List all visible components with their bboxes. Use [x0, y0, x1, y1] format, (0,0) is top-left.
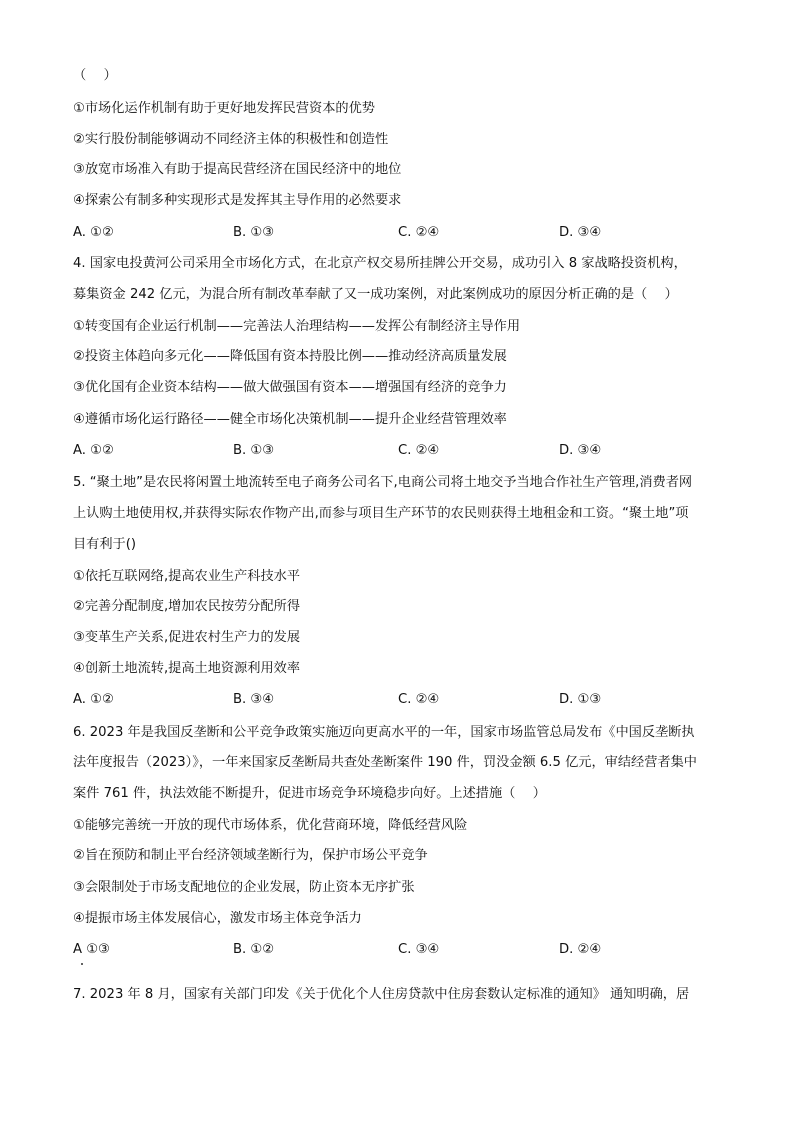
q5-item-2: ②完善分配制度,增加农民按劳分配所得 [73, 599, 301, 614]
q4-option-a[interactable]: A. ①② [73, 443, 114, 458]
q4-item-2: ②投资主体趋向多元化——降低国有资本持股比例——推动经济高质量发展 [73, 349, 507, 364]
q4-item-3: ③优化国有企业资本结构——做大做强国有资本——增强国有经济的竞争力 [73, 380, 507, 395]
q6-item-4: ④提振市场主体发展信心，激发市场主体竞争活力 [73, 911, 362, 926]
q6-options [73, 941, 733, 959]
q5-stem-line-3: 目有利于() [73, 537, 137, 552]
q5-item-3: ③变革生产关系,促进农村生产力的发展 [73, 630, 301, 645]
q5-option-c[interactable]: C. ②④ [398, 692, 440, 707]
q5-option-d[interactable]: D. ①③ [559, 692, 602, 707]
q6-option-a[interactable]: A ①③ [73, 942, 110, 957]
q3-option-b[interactable]: B. ①③ [233, 225, 275, 240]
q5-stem-line-1: 5. “聚土地”是农民将闲置土地流转至电子商务公司名下,电商公司将土地交予当地合作社生产管理,消费者网 [73, 475, 693, 490]
q4-options [73, 442, 733, 460]
q4-option-d[interactable]: D. ③④ [559, 443, 602, 458]
q3-item-2: ②实行股份制能够调动不同经济主体的积极性和创造性 [73, 132, 389, 147]
q6-item-2: ②旨在预防和制止平台经济领域垄断行为，保护市场公平竞争 [73, 848, 428, 863]
q3-option-d[interactable]: D. ③④ [559, 225, 602, 240]
q3-option-c[interactable]: C. ②④ [398, 225, 440, 240]
q6-option-b[interactable]: B. ①② [233, 942, 275, 957]
q6-item-3: ③会限制处于市场支配地位的企业发展，防止资本无序扩张 [73, 880, 415, 895]
q5-option-a[interactable]: A. ①② [73, 692, 114, 707]
q6-item-1: ①能够完善统一开放的现代市场体系，优化营商环境，降低经营风险 [73, 818, 468, 833]
q5-options [73, 691, 733, 709]
q6-stem-line-2: 法年度报告（2023）》，一年来国家反垄断局共查处垄断案件 190 件，罚没金额 6.5 亿元，审结经营者集中 [73, 755, 697, 770]
q4-option-c[interactable]: C. ②④ [398, 443, 440, 458]
q3-item-4: ④探索公有制多种实现形式是发挥其主导作用的必然要求 [73, 193, 402, 208]
q5-item-4: ④创新土地流转,提高土地资源利用效率 [73, 661, 301, 676]
q4-stem-line-1: 4. 国家电投黄河公司采用全市场化方式，在北京产权交易所挂牌公开交易，成功引入 8 家战略投资机构， [73, 256, 687, 271]
q5-stem-line-2: 上认购土地使用权,并获得实际农作物产出,而参与项目生产环节的农民则获得土地租金和工资。“聚土地”项 [73, 506, 689, 521]
q4-option-b[interactable]: B. ①③ [233, 443, 275, 458]
q4-item-4: ④遵循市场化运行路径——健全市场化决策机制——提升企业经营管理效率 [73, 412, 507, 427]
q6-option-c[interactable]: C. ③④ [398, 942, 440, 957]
q5-option-b[interactable]: B. ③④ [233, 692, 275, 707]
q3-options [73, 224, 733, 242]
q6-stem-line-3: 案件 761 件，执法效能不断提升，促进市场竞争环境稳步向好。上述措施（ ） [73, 786, 546, 801]
q6-stem-line-1: 6. 2023 年是我国反垄断和公平竞争政策实施迈向更高水平的一年，国家市场监管总局发布《中国反垄断执 [73, 725, 695, 740]
q3-item-3: ③放宽市场准入有助于提高民营经济在国民经济中的地位 [73, 162, 402, 177]
stray-dot-mark [81, 963, 83, 965]
q3-option-a[interactable]: A. ①② [73, 225, 114, 240]
q4-stem-line-2: 募集资金 242 亿元，为混合所有制改革奉献了又一成功案例，对此案例成功的原因分析正确的是（ ） [73, 287, 678, 302]
q5-item-1: ①依托互联网络,提高农业生产科技水平 [73, 569, 301, 584]
q4-item-1: ①转变国有企业运行机制——完善法人治理结构——发挥公有制经济主导作用 [73, 319, 521, 334]
q6-option-d[interactable]: D. ②④ [559, 942, 602, 957]
q3-item-1: ①市场化运作机制有助于更好地发挥民营资本的优势 [73, 101, 375, 116]
q7-stem-line-1: 7. 2023 年 8 月，国家有关部门印发《关于优化个人住房贷款中住房套数认定标准的通知》 通知明确，居 [73, 987, 690, 1002]
q3-stem-end: （ ） [73, 68, 117, 83]
